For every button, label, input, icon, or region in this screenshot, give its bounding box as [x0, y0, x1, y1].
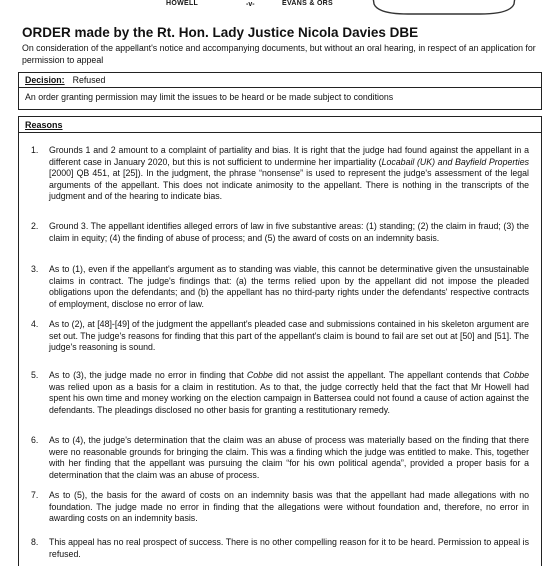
paragraph-text: As to (1), even if the appellant's argument as to standing was viable, this cannot be determinative given the unsustainable claims in contract. The judge's findings that: (a) the terms relied upon by the appellant did not impose the pleaded obligations upon the defendants; and (b) the appellant has no third-party rights under the defendants' respective contracts of employment, disclose no error of law.: [49, 264, 529, 309]
paragraph-number: 4.: [31, 319, 39, 329]
decision-value: Refused: [72, 75, 106, 85]
paragraph-text: As to (2), at [48]-[49] of the judgment the appellant's pleaded case and submissions contained in his skeleton argument are set out. The judge's reasons for finding that this part of the appellant's claim is bound to fail are set out at [50] and [51]. The judge's reasoning is sound.: [49, 319, 529, 352]
reasons-heading: Reasons: [19, 117, 541, 133]
paragraph-number: 3.: [31, 264, 39, 274]
paragraph-text: As to (3), the judge made no error in finding that Cobbe did not assist the appellant. The appellant contends that Cobbe was relied upon as a basis for a claim in restitution. As to that, the judge correctly held that the fact that Mr Howell had spent his own time and money working on the election campaign in Battersea could not found a cause of action against the defendants. The pleadings disclosed no other basis for granting a restitutionary remedy.: [49, 370, 530, 415]
paragraph-text: As to (5), the basis for the award of costs on an indemnity basis was that the appellant had made allegations with no foundation. The judge made no error in finding that the allegations were without foundation and, therefore, no error in awarding costs on an indemnity basis.: [49, 490, 529, 523]
paragraph-number: 2.: [31, 221, 39, 231]
paragraph-text: This appeal has no real prospect of success. There is no other compelling reason for it to be heard. Permission to appeal is refused.: [49, 537, 529, 559]
decision-note: An order granting permission may limit the issues to be heard or be made subject to conditions: [25, 92, 394, 102]
paragraph-number: 6.: [31, 435, 39, 445]
paragraph-number: 7.: [31, 490, 39, 500]
versus-label: -v-: [246, 1, 255, 8]
paragraph-text: Ground 3. The appellant identifies alleged errors of law in five substantive areas: (1) standing; (2) the claim in fraud; (3) the claim in equity; (4) the finding of abuse of process; and (5) the award of costs on an indemnity basis.: [49, 221, 529, 243]
respondent-name: EVANS & ORS: [282, 0, 334, 7]
paragraph-text: Grounds 1 and 2 amount to a complaint of partiality and bias. It is right that the judge had found against the appellant in a different case in January 2020, but this is not sufficient to undermine her impartiality (Locabail (UK) and Bayfield Properties [2000] QB 451, at [25]). In the judgment, the phrase “nonsense” is used to represent the judge's assessment of the legal arguments of the appellant. This does not indicate animosity to the appellant. There is nothing in the transcripts of the judgment and of the hearing to indicate bias.: [49, 145, 529, 201]
paragraph-text: As to (4), the judge's determination that the claim was an abuse of process was materially based on the finding that there were no reasonable grounds for bringing the claim. This was a finding which the judge was entitled to make. This, together with her finding that the appellant was pursuing the claim “for his own political agenda”, provided a proper basis for a determination that the claim was an abuse of process.: [49, 435, 529, 480]
decision-box: [18, 72, 542, 110]
decision-label: Decision:: [25, 75, 65, 85]
paragraph-number: 5.: [31, 370, 39, 380]
order-intro: On consideration of the appellant's notice and accompanying documents, but without an oral hearing, in respect of an application for permission to appeal: [22, 43, 536, 65]
appellant-name: HOWELL: [166, 0, 199, 7]
reasons-box: [18, 116, 542, 566]
paragraph-number: 1.: [31, 145, 39, 155]
case-header: [0, 0, 560, 16]
court-seal-stamp: [368, 0, 520, 20]
decision-row: [19, 73, 541, 88]
page-title: ORDER made by the Rt. Hon. Lady Justice Nicola Davies DBE: [22, 25, 419, 40]
paragraph-number: 8.: [31, 537, 39, 547]
